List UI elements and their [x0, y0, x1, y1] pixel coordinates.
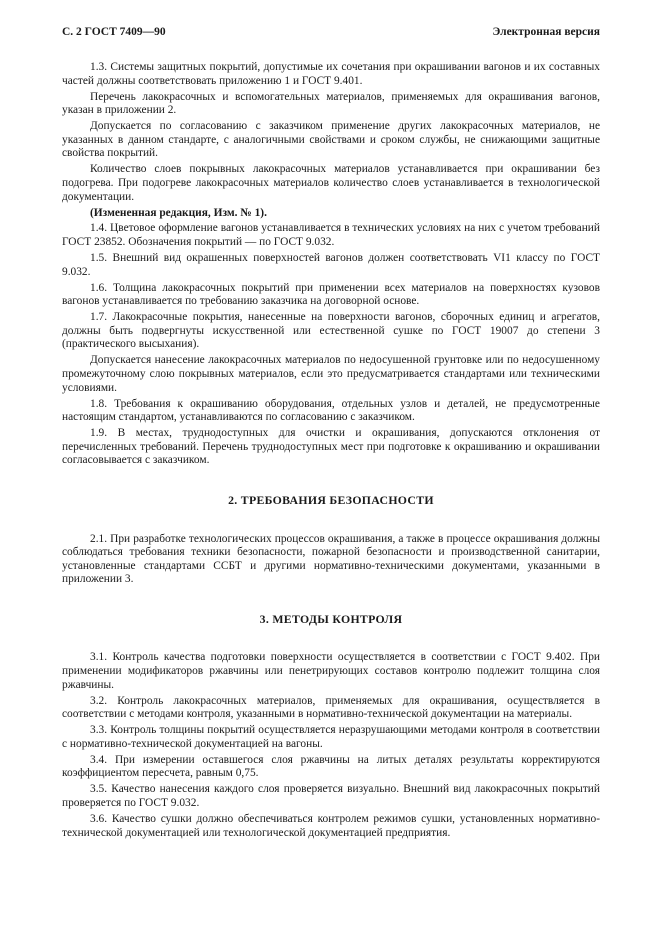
paragraph-1-8: 1.8. Требования к окрашиванию оборудования, отдельных узлов и деталей, не предусмотренные настоящим стандартом, устанавливаются по согласованию с заказчиком. [62, 397, 600, 424]
paragraph-1-5: 1.5. Внешний вид окрашенных поверхностей вагонов должен соответствовать VI1 классу по ГОСТ 9.032. [62, 252, 600, 278]
paragraph-3-4: 3.4. При измерении оставшегося слоя ржавчины на литых деталях результаты корректируются коэффициентом пересчета, равным 0,75. [62, 753, 600, 780]
paragraph-2-1: 2.1. При разработке технологических процессов окрашивания, а также в процессе окрашивания должны соблюдаться требования техники безопасности, пожарной безопасности и производственной санитарии, установленные стандартами ССБТ и другими нормативно-техническими документами, указанными в приложении 3. [62, 532, 600, 586]
paragraph-3-5: 3.5. Качество нанесения каждого слоя проверяется визуально. Внешний вид лакокрасочных покрытий проверяется по ГОСТ 9.032. [62, 783, 600, 809]
paragraph-1-6: 1.6. Толщина лакокрасочных покрытий при применении всех материалов на поверхностях кузовов вагонов устанавливается по требованию заказчика на договорной основе. [62, 281, 600, 308]
paragraph-layer-count: Количество слоев покрывных лакокрасочных материалов устанавливается при окрашивании без подогрева. При подогреве лакокрасочных материалов количество слоев устанавливается в технологической документации. [62, 163, 600, 203]
paragraph-undercured-primer: Допускается нанесение лакокрасочных материалов по недосушенной грунтовке или по недосушенному промежуточному слою покрывных материалов, если это предусматривается стандартами или техническими условиями. [62, 354, 600, 394]
paragraph-3-1: 3.1. Контроль качества подготовки поверхности осуществляется в соответствии с ГОСТ 9.402. При применении модификаторов ржавчины или пенетрирующих составов контролю подлежит толщина слоя ржавчины. [62, 651, 600, 691]
section-2-heading: 2. ТРЕБОВАНИЯ БЕЗОПАСНОСТИ [228, 492, 434, 507]
paragraph-1-9: 1.9. В местах, труднодоступных для очистки и окрашивания, допускаются отклонения от перечисленных требований. Перечень труднодоступных мест при подготовке к окрашиванию и окрашивании согласовывается с заказчиком. [62, 427, 600, 467]
amendment-note: (Измененная редакция, Изм. № 1). [90, 206, 267, 219]
paragraph-other-materials: Допускается по согласованию с заказчиком применение других лакокрасочных материалов, не указанных в данном стандарте, с аналогичными свойствами и сроком службы, не снижающими защитные свойства покрытий. [62, 120, 600, 160]
paragraph-3-3: 3.3. Контроль толщины покрытий осуществляется неразрушающими методами контроля в соответствии с нормативно-технической документацией на вагоны. [62, 724, 600, 750]
paragraph-3-6: 3.6. Качество сушки должно обеспечиваться контролем режимов сушки, установленных нормативно-технической документацией или технологической документацией предприятия. [62, 812, 600, 839]
page-header-standard-number: С. 2 ГОСТ 7409—90 [62, 26, 166, 38]
paragraph-1-4: 1.4. Цветовое оформление вагонов устанавливается в технических условиях на них с учетом требований ГОСТ 23852. Обозначения покрытий — по ГОСТ 9.032. [62, 222, 600, 249]
paragraph-1-3: 1.3. Системы защитных покрытий, допустимые их сочетания при окрашивании вагонов и их составных частей должны соответствовать приложению 1 и ГОСТ 9.401. [62, 61, 600, 87]
page-header-version: Электронная версия [492, 26, 600, 38]
document-body [62, 61, 600, 843]
paragraph-3-2: 3.2. Контроль лакокрасочных материалов, применяемых для окрашивания, осуществляется в соответствии с методами контроля, указанными в нормативно-технической документации на материалы. [62, 694, 600, 721]
section-3-heading: 3. МЕТОДЫ КОНТРОЛЯ [259, 611, 403, 626]
paragraph-materials-list: Перечень лакокрасочных и вспомогательных материалов, применяемых для окрашивания вагонов, указан в приложении 2. [62, 90, 600, 117]
paragraph-1-7: 1.7. Лакокрасочные покрытия, нанесенные на поверхности вагонов, сборочных единиц и агрегатов, должны быть подвергнуты искусственной или естественной сушке по ГОСТ 19007 до степени 3 (практического высыхания). [62, 311, 600, 351]
